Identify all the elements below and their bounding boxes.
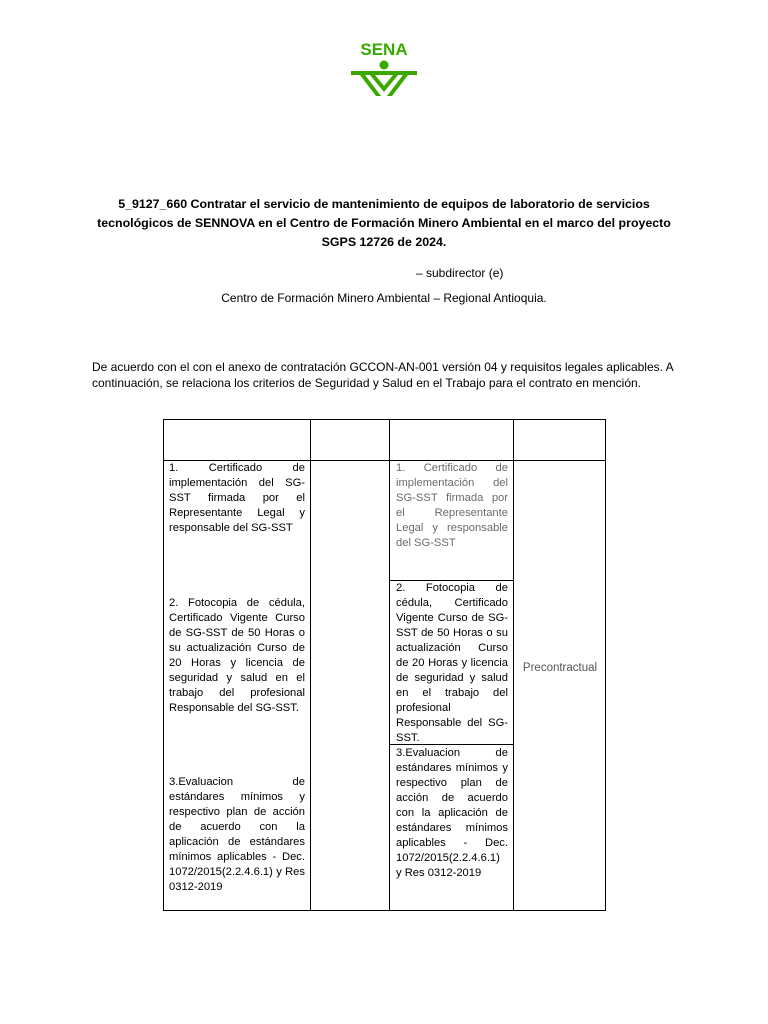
subdirector-line: – subdirector (e) xyxy=(416,266,504,280)
col1-item-2: 2. Fotocopia de cédula, Certificado Vigente Curso de SG-SST de 50 Horas o su actualización Curso de 20 Horas y licencia de seguridad y salud en el trabajo del profesional Responsable del SG-SST. xyxy=(169,597,305,714)
stage-label: Precontractual xyxy=(522,662,598,674)
col3-item-2: 2. Fotocopia de cédula, Certificado Vigente Curso de SG-SST de 50 Horas o su actualización Curso de 20 Horas y licencia de seguridad y salud en el trabajo del profesional Responsable del SG-SST. xyxy=(396,582,508,744)
centro-line: Centro de Formación Minero Ambiental – Regional Antioquia. xyxy=(221,291,547,305)
logo-head-icon xyxy=(380,61,389,70)
col1-item-1: 1. Certificado de implementación del SG-SST firmada por el Representante Legal y responsable del SG-SST xyxy=(169,462,305,534)
intro-paragraph: De acuerdo con el con el anexo de contratación GCCON-AN-001 versión 04 y requisitos legales aplicables. A continuación, se relaciona los criterios de Seguridad y Salud en el Trabajo para el contrato en mención. xyxy=(92,360,673,390)
sena-logo xyxy=(348,38,420,100)
col3-item-3: 3.Evaluacion de estándares mínimos y respectivo plan de acción de acuerdo con la aplicación de estándares mínimos aplicables - Dec. 1072/2015(2.2.4.6.1) y Res 0312-2019 xyxy=(396,747,508,879)
col3-item-1: 1. Certificado de implementación del SG-SST firmada por el Representante Legal y responsable del SG-SST xyxy=(396,462,508,549)
document-title: 5_9127_660 Contratar el servicio de mantenimiento de equipos de laboratorio de servicios tecnológicos de SENNOVA en el Centro de Formación Minero Ambiental en el marco del proyecto SGPS 12726 de 2024. xyxy=(97,197,671,249)
logo-text: SENA xyxy=(360,40,408,59)
col1-item-3: 3.Evaluacion de estándares mínimos y respectivo plan de acción de acuerdo con la aplicación de estándares mínimos aplicables - Dec. 1072/2015(2.2.4.6.1) y Res 0312-2019 xyxy=(169,776,305,893)
